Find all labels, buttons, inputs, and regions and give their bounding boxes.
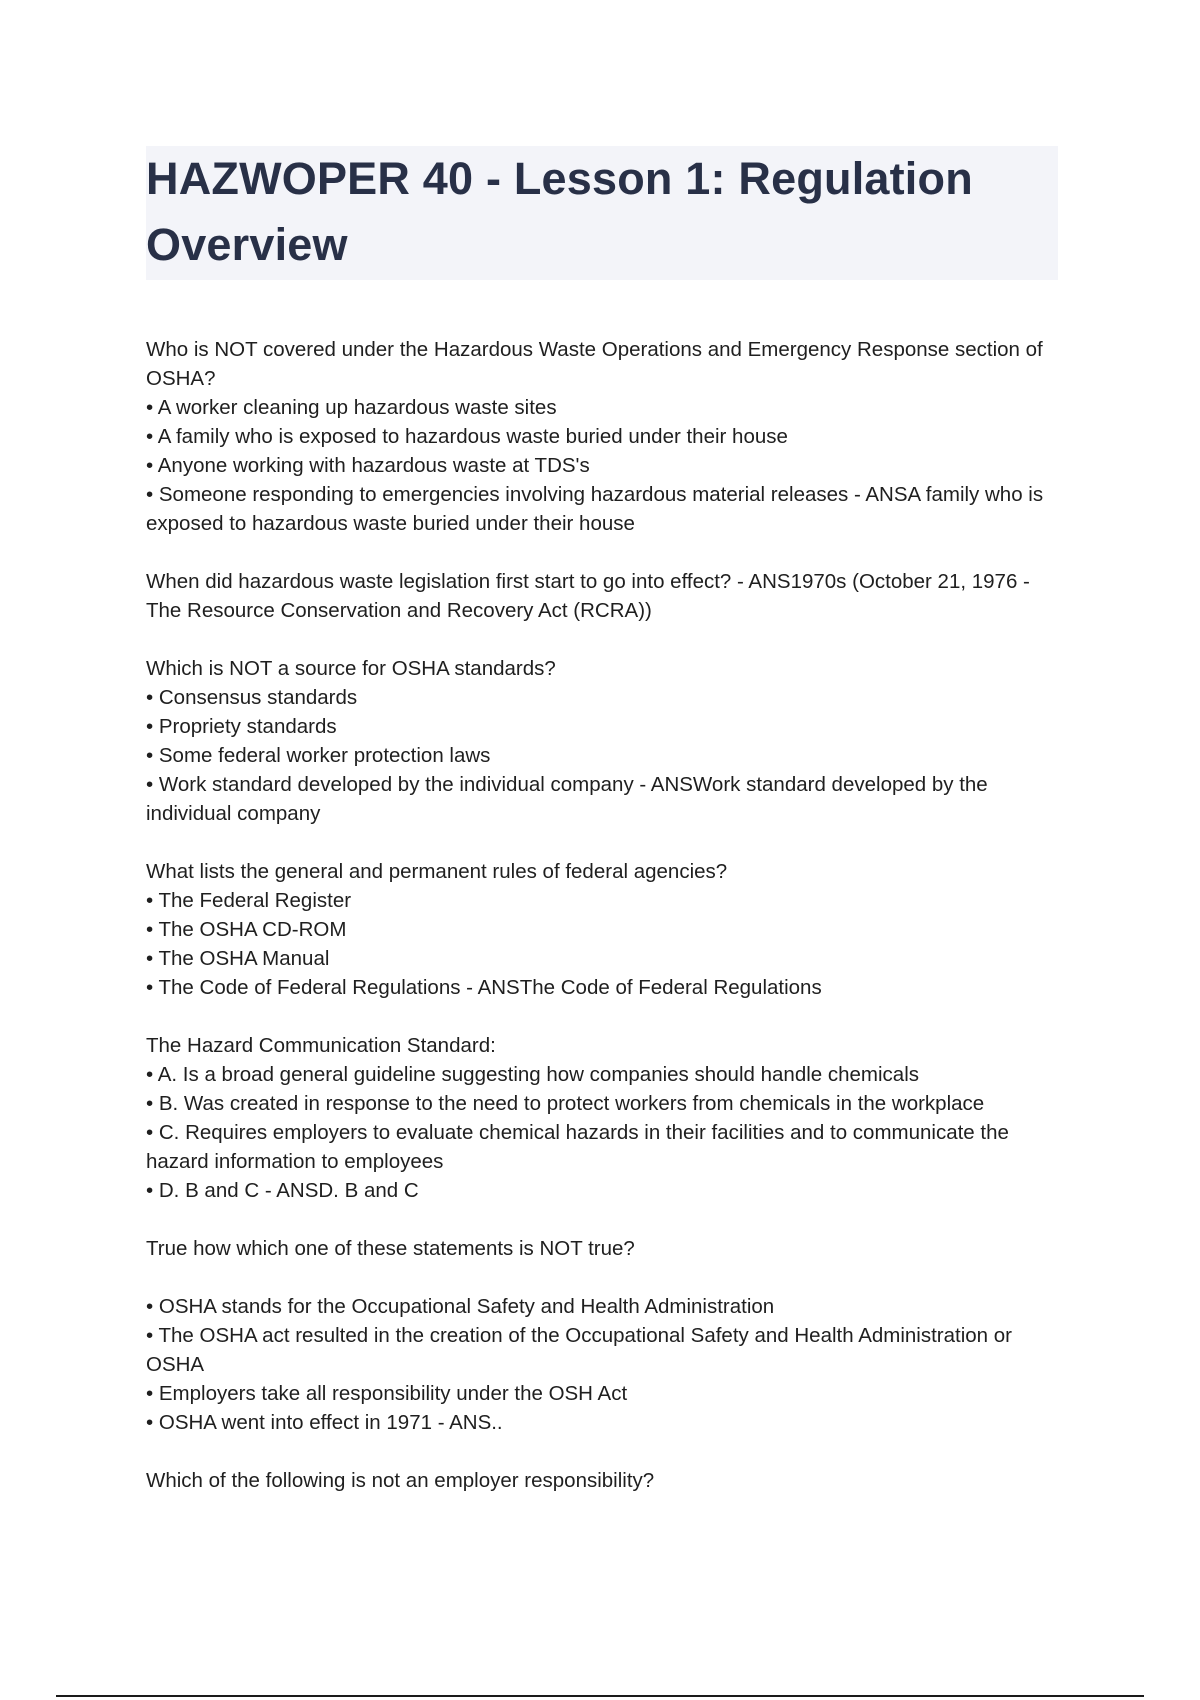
question-text: Which is NOT a source for OSHA standards? — [146, 657, 556, 680]
answer-option: • Some federal worker protection laws — [146, 744, 491, 767]
question-text: True how which one of these statements is NOT true? — [146, 1237, 635, 1260]
footer-divider — [56, 1695, 1144, 1697]
answer-option: • The Federal Register — [146, 889, 352, 912]
answer-option: • Consensus standards — [146, 686, 358, 709]
answer-option: • Work standard developed by the individual company - ANSWork standard developed by the individual company — [146, 773, 988, 825]
answer-option: • The OSHA act resulted in the creation of the Occupational Safety and Health Administration or OSHA — [146, 1324, 1013, 1376]
question-text: Who is NOT covered under the Hazardous Waste Operations and Emergency Response section of OSHA? — [146, 338, 1043, 390]
answer-option: • OSHA went into effect in 1971 - ANS.. — [146, 1411, 503, 1434]
answer-option: • B. Was created in response to the need to protect workers from chemicals in the workplace — [146, 1092, 985, 1115]
answer-option: • OSHA stands for the Occupational Safety and Health Administration — [146, 1295, 775, 1318]
answer-option: • A family who is exposed to hazardous waste buried under their house — [146, 425, 788, 448]
question-block — [146, 654, 1066, 828]
answer-option: • Someone responding to emergencies involving hazardous material releases - ANSA family who is exposed to hazardous waste buried under their house — [146, 483, 1044, 535]
question-block — [146, 1234, 1066, 1437]
answer-option: • The OSHA Manual — [146, 947, 330, 970]
answer-option: • The Code of Federal Regulations - ANSThe Code of Federal Regulations — [146, 976, 822, 999]
question-block — [146, 567, 1066, 625]
answer-option: • The OSHA CD-ROM — [146, 918, 347, 941]
question-text: When did hazardous waste legislation first start to go into effect? - ANS1970s (October 21, 1976 - The Resource Conservation and Recovery Act (RCRA)) — [146, 570, 1030, 622]
question-block — [146, 335, 1066, 538]
answer-option: • D. B and C - ANSD. B and C — [146, 1179, 419, 1202]
answer-option: • Propriety standards — [146, 715, 337, 738]
title-banner — [146, 146, 1058, 280]
question-block — [146, 857, 1066, 1002]
question-block — [146, 1031, 1066, 1205]
answer-option: • A worker cleaning up hazardous waste sites — [146, 396, 557, 419]
question-text: The Hazard Communication Standard: — [146, 1034, 496, 1057]
page-title: HAZWOPER 40 - Lesson 1: Regulation Overview — [146, 153, 973, 270]
question-text: Which of the following is not an employer responsibility? — [146, 1469, 655, 1492]
answer-option: • Anyone working with hazardous waste at TDS's — [146, 454, 590, 477]
answer-option: • C. Requires employers to evaluate chemical hazards in their facilities and to communicate the hazard information to employees — [146, 1121, 1009, 1173]
question-text: What lists the general and permanent rules of federal agencies? — [146, 860, 728, 883]
answer-option: • A. Is a broad general guideline suggesting how companies should handle chemicals — [146, 1063, 920, 1086]
blank-line — [146, 1263, 1066, 1292]
answer-option: • Employers take all responsibility under the OSH Act — [146, 1382, 628, 1405]
question-block — [146, 1466, 1066, 1495]
question-list — [146, 335, 1066, 1524]
